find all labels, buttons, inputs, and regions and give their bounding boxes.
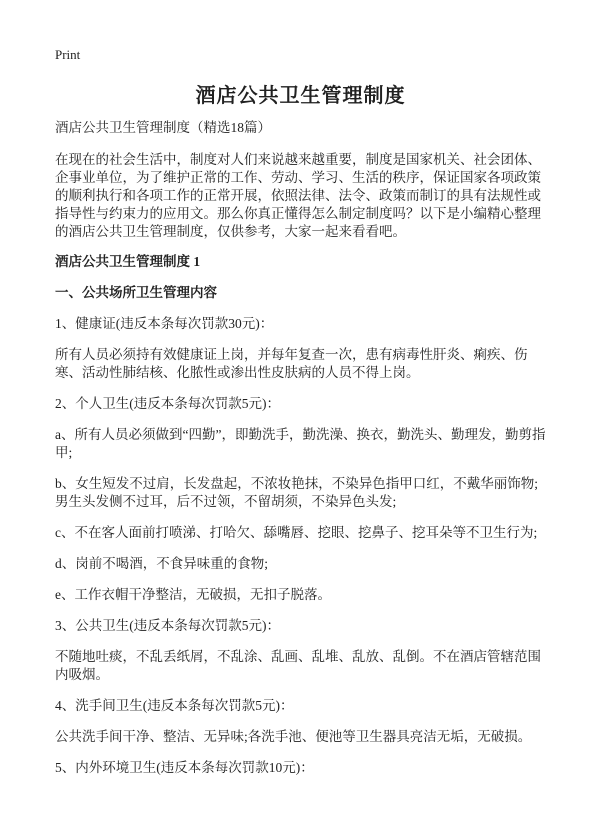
rule-paragraph-restroom-detail: 公共洗手间干净、整洁、无异味;各洗手池、便池等卫生器具亮洁无垢，无破损。 <box>55 729 532 744</box>
rule-paragraph-health-cert: 1、健康证(违反本条每次罚款30元)： <box>55 316 274 331</box>
rule-paragraph-environment: 5、内外环境卫生(违反本条每次罚款10元)： <box>55 760 314 775</box>
rule-paragraph-restroom: 4、洗手间卫生(违反本条每次罚款5元)： <box>55 698 294 713</box>
rule-paragraph-personal-hygiene: 2、个人卫生(违反本条每次罚款5元)： <box>55 396 280 411</box>
print-link[interactable]: Print <box>55 47 81 62</box>
rule-paragraph-public-hygiene: 3、公共卫生(违反本条每次罚款5元)： <box>55 618 280 633</box>
rule-paragraph-health-cert-detail: 所有人员必须持有效健康证上岗，并每年复查一次，患有病毒性肝炎、痢疾、伤寒、活动性肺结核、化脓性或渗出性皮肤病的人员不得上岗。 <box>55 347 528 380</box>
rule-paragraph-item-d: d、岗前不喝酒，不食异味重的食物; <box>55 556 269 571</box>
document-subtitle: 酒店公共卫生管理制度（精选18篇） <box>55 120 271 135</box>
intro-paragraph: 在现在的社会生活中，制度对人们来说越来越重要，制度是国家机关、社会团体、企事业单位，为了维护正常的工作、劳动、学习、生活的秩序，保证国家各项政策的顺利执行和各项工作的正常开展，依照法律、法令、政策而制订的具有法规性或指导性与约束力的应用文。那么你真正懂得怎么制定制度吗？以下是小编精心整理的酒店公共卫生管理制度，仅供参考，大家一起来看看吧。 <box>55 152 541 239</box>
rule-paragraph-item-a: a、所有人员必须做到“四勤”，即勤洗手，勤洗澡、换衣，勤洗头、勤理发，勤剪指甲; <box>55 427 546 460</box>
rule-paragraph-item-c: c、不在客人面前打喷涕、打哈欠、舔嘴唇、挖眼、挖鼻子、挖耳朵等不卫生行为; <box>55 525 538 540</box>
section-heading: 酒店公共卫生管理制度 1 <box>55 254 201 269</box>
page-title: 酒店公共卫生管理制度 <box>195 85 406 107</box>
rule-paragraph-item-b: b、女生短发不过肩，长发盘起，不浓妆艳抹，不染异色指甲口红，不戴华丽饰物;男生头发侧不过耳，后不过领，不留胡须，不染异色头发; <box>55 476 538 509</box>
rule-paragraph-item-e: e、工作衣帽干净整洁，无破损，无扣子脱落。 <box>55 587 331 602</box>
subsection-heading: 一、公共场所卫生管理内容 <box>55 285 217 300</box>
rule-paragraph-public-hygiene-detail: 不随地吐痰，不乱丢纸屑，不乱涂、乱画、乱堆、乱放、乱倒。不在酒店管辖范围内吸烟。 <box>55 649 541 682</box>
